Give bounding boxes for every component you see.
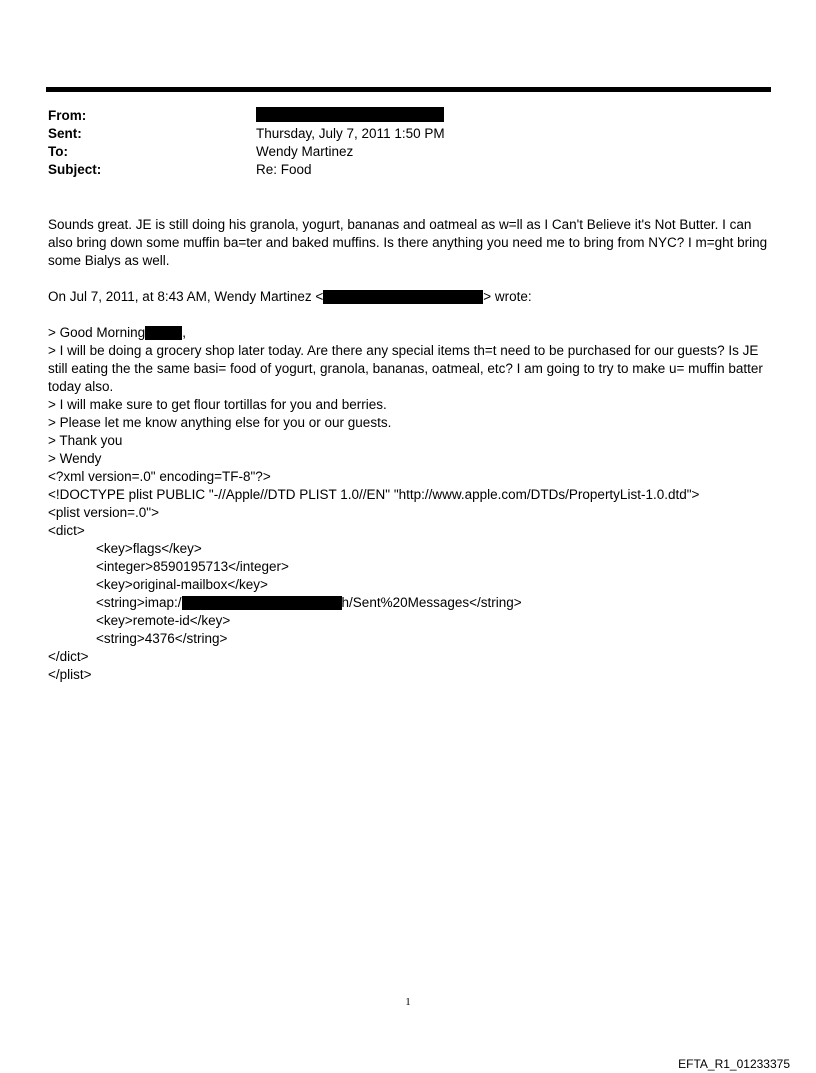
email-header <box>48 107 748 179</box>
quoted-line <box>48 324 776 342</box>
to-label: To: <box>48 144 68 159</box>
header-rule <box>46 87 771 92</box>
quoted-line: > I will make sure to get flour tortillas for you and berries. <box>48 397 387 412</box>
from-value <box>256 107 444 125</box>
quote-intro-end: > wrote: <box>483 289 532 304</box>
quoted-line: > Please let me know anything else for you or our guests. <box>48 415 392 430</box>
quoted-line: > Wendy <box>48 451 102 466</box>
xml-line: <integer>8590195713</integer> <box>96 559 289 574</box>
xml-line: <key>remote-id</key> <box>96 613 231 628</box>
redaction-bar <box>145 326 182 340</box>
xml-line: <key>original-mailbox</key> <box>96 577 268 592</box>
quoted-line: > Thank you <box>48 433 123 448</box>
email-body <box>48 216 776 684</box>
xml-line: <plist version=.0"> <box>48 505 159 520</box>
xml-string-end: h/Sent%20Messages</string> <box>341 595 522 610</box>
document-id: EFTA_R1_01233375 <box>678 1057 790 1071</box>
quoted-greeting-end: , <box>182 325 186 340</box>
quoted-greeting: > Good Morning <box>48 325 146 340</box>
xml-line: </plist> <box>48 667 92 682</box>
redaction-bar <box>256 107 444 122</box>
quoted-line: > I will be doing a grocery shop later today. Are there any special items th=t need to be purchased for our guests? Is JE still eating the the same basi= food of yogurt, granola, bananas, oatmeal, etc? I am going to try to make u= muffin batter today also. <box>48 343 763 394</box>
subject-row <box>48 161 748 179</box>
from-label: From: <box>48 108 87 123</box>
xml-line: </dict> <box>48 649 89 664</box>
subject-value: Re: Food <box>256 162 312 177</box>
reply-paragraph: Sounds great. JE is still doing his granola, yogurt, bananas and oatmeal as w=ll as I Can't Believe it's Not Butter. I can also bring down some muffin ba=ter and baked muffins. Is there anything you need me to bring from NYC? I m=ght bring some Bialys as well. <box>48 217 768 268</box>
xml-line: <key>flags</key> <box>96 541 202 556</box>
redaction-bar <box>182 596 342 610</box>
to-value: Wendy Martinez <box>256 144 354 159</box>
to-row <box>48 143 748 161</box>
sent-row <box>48 125 748 143</box>
sent-label: Sent: <box>48 126 82 141</box>
xml-line: <string>4376</string> <box>96 631 228 646</box>
xml-line: <!DOCTYPE plist PUBLIC "-//Apple//DTD PLIST 1.0//EN" "http://www.apple.com/DTDs/PropertyList-1.0.dtd"> <box>48 487 700 502</box>
xml-line: <?xml version=.0" encoding=TF-8"?> <box>48 469 271 484</box>
quote-intro <box>48 288 776 306</box>
redaction-bar <box>323 290 483 304</box>
xml-string-start: <string>imap:/ <box>96 595 182 610</box>
from-row <box>48 107 748 125</box>
xml-line: <dict> <box>48 523 85 538</box>
xml-line <box>48 594 776 612</box>
quote-intro-start: On Jul 7, 2011, at 8:43 AM, Wendy Martinez < <box>48 289 324 304</box>
page-number: 1 <box>405 996 411 1008</box>
sent-value: Thursday, July 7, 2011 1:50 PM <box>256 126 445 141</box>
subject-label: Subject: <box>48 162 102 177</box>
